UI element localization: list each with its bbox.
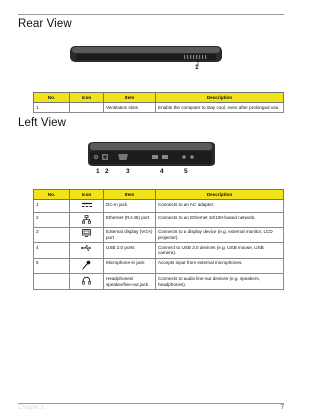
page-number: 7 [280,405,284,411]
row-item: USB 2.0 ports [104,243,156,258]
column-header-icon: Icon [70,93,104,103]
row-item: Ethernet (RJ-45) port [104,213,156,228]
rear-view-heading: Rear View [18,18,72,30]
row-item: Ventilation slots [104,103,156,113]
row-description: Enable the computer to stay cool, even after prolonged use. [156,103,284,113]
row-item: External display (VGA) port [104,227,156,242]
rear-view-laptop-illustration [66,42,226,82]
top-rule [18,14,284,15]
table-row [34,274,284,289]
row-description: Accepts input from external microphones. [156,258,284,274]
column-header-item: Item [104,190,156,200]
rear-callout-1: 1 [195,64,199,71]
column-header-no: No. [34,93,70,103]
column-header-no: No. [34,190,70,200]
usb-icon [81,245,92,251]
chapter-label: Chapter 1 [18,405,45,411]
row-item: DC-in jack [104,200,156,213]
microphone-icon [82,260,91,270]
row-item: Headphones/ speaker/line-out jack [104,274,156,289]
left-callout-2: 2 [105,168,109,175]
row-description: Connects to a display device (e.g. external monitor, LCD projector). [156,227,284,242]
ethernet-icon [82,215,91,224]
row-icon-empty [70,103,104,113]
row-item: Microphone-in jack [104,258,156,274]
left-callout-1: 1 [96,168,100,175]
row-number: 1 [34,103,70,113]
dc-in-icon [82,202,92,208]
table-row [34,213,284,228]
left-callout-5: 5 [184,168,188,175]
row-description: Connects to an AC adapter. [156,200,284,213]
bottom-rule [18,403,284,404]
table-row [34,243,284,258]
left-callout-3: 3 [126,168,130,175]
table-row [34,103,284,113]
row-number [34,274,70,289]
left-view-laptop-illustration [84,140,219,170]
headphones-icon [82,276,91,285]
row-number: 4 [34,243,70,258]
column-header-item: Item [104,93,156,103]
row-description: Connects to an Ethernet 10/100-based network. [156,213,284,228]
table-row [34,200,284,213]
vga-icon [82,229,91,237]
row-number: 2 [34,213,70,228]
column-header-icon: Icon [70,190,104,200]
rear-view-table [33,92,284,113]
left-view-table [33,189,284,290]
row-number: 1 [34,200,70,213]
column-header-description: Description [156,93,284,103]
row-number: 2 [34,227,70,242]
column-header-description: Description [156,190,284,200]
table-row [34,258,284,274]
left-callout-4: 4 [160,168,164,175]
table-row [34,227,284,242]
left-view-heading: Left View [18,117,66,129]
row-description: Connects to audio line-out devices (e.g. speakers, headphones). [156,274,284,289]
row-description: Connect to USB 2.0 devices (e.g. USB mouse, USB camera). [156,243,284,258]
row-number: 5 [34,258,70,274]
